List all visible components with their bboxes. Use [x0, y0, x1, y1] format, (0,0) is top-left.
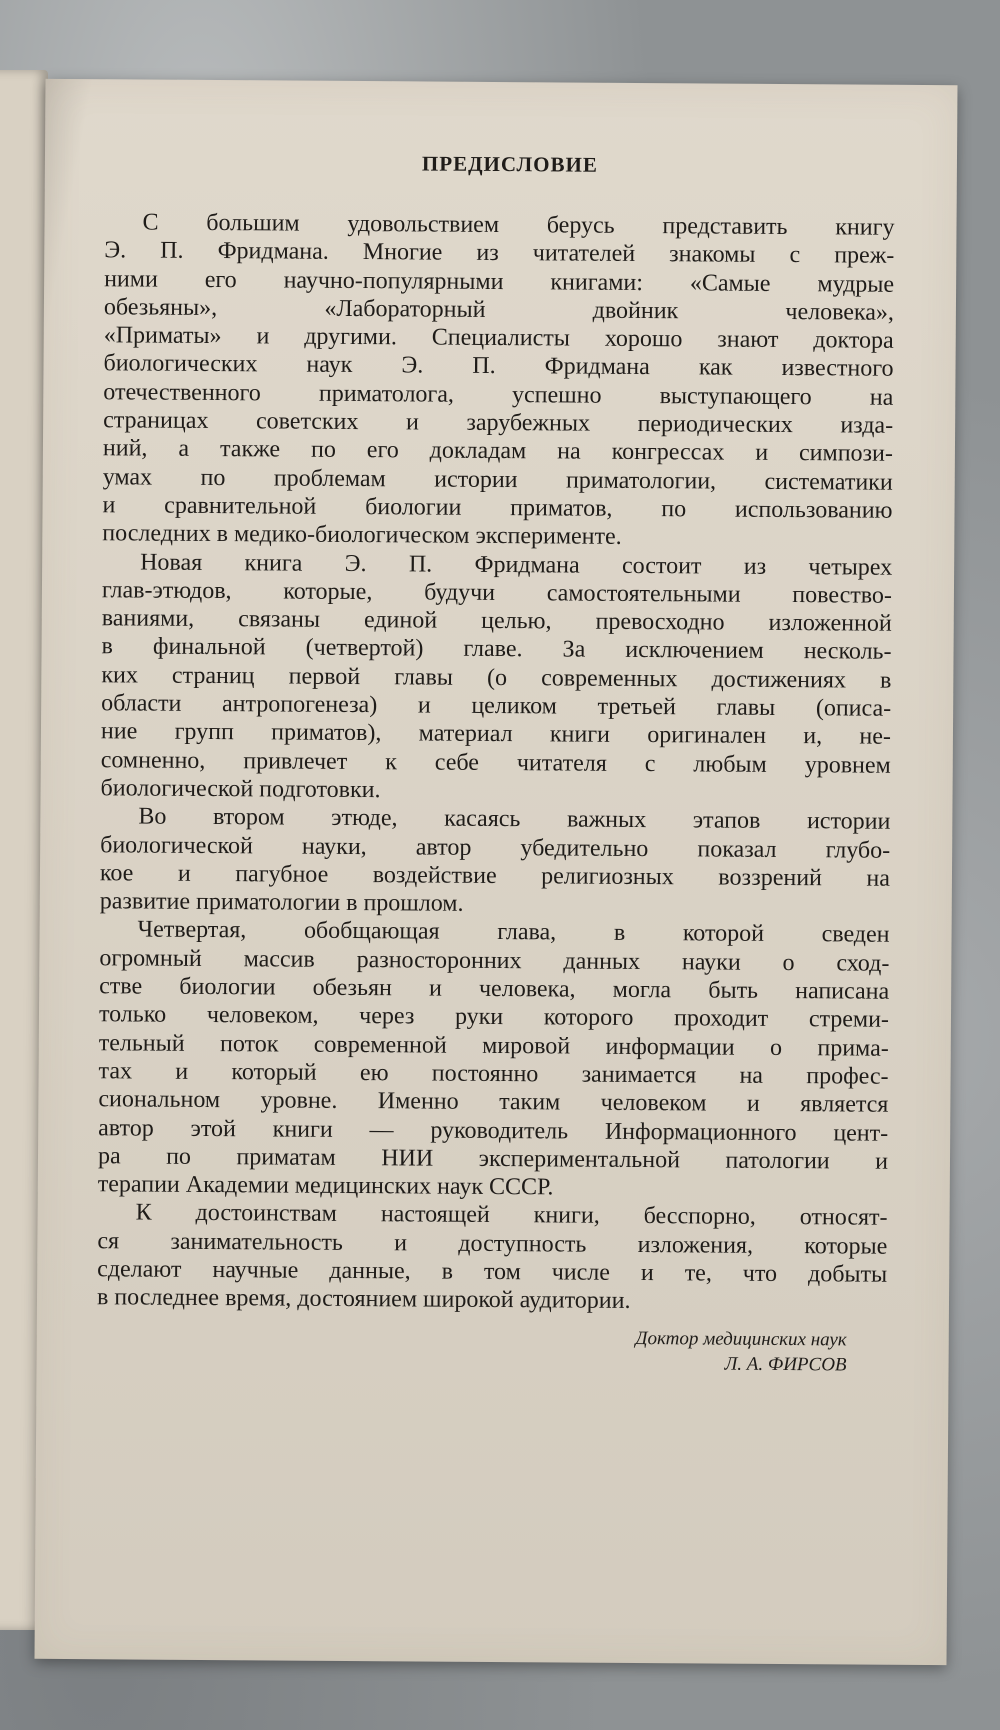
text-line: развитие приматологии в прошлом. [99, 888, 464, 917]
text-line: области антропогенеза) и целиком третьей главы (описа- [101, 690, 892, 722]
signature-position: Доктор медицинских наук [635, 1327, 847, 1351]
text-line: Новая книга Э. П. Фридмана состоит из четырех [140, 549, 893, 581]
paragraph [102, 208, 894, 553]
text-line: сомненно, привлечет к себе читателя с любым уровнем [100, 746, 891, 779]
text-line: огромный массив разносторонних данных науки о сход- [99, 944, 890, 977]
text-line: С большим удовольствием берусь представить книгу [142, 209, 895, 241]
text-line: К достоинствам настоящей книги, бесспорно, относят- [135, 1199, 888, 1232]
text-line: Во втором этюде, касаясь важных этапов истории [138, 803, 891, 835]
text-line: только человеком, через руки которого проходит стреми- [98, 1001, 890, 1034]
left-page-mark [0, 454, 2, 481]
text-line: сиональном уровне. Именно таким человеком и является [98, 1086, 889, 1118]
text-line: сделают научные данные, в том числе и те, что добыты [97, 1256, 888, 1288]
text-line: автор этой книги — руководитель Информационного цент- [98, 1114, 889, 1147]
text-line: терапии Академии медицинских наук СССР. [97, 1171, 554, 1201]
text-line: биологической науки, автор убедительно показал глубо- [100, 831, 891, 864]
text-line: биологической подготовки. [100, 775, 381, 804]
text-line: ра по приматам НИИ экспериментальной патологии и [97, 1143, 889, 1175]
text-line: ние групп приматов), материал книги оригинален и, не- [100, 718, 892, 751]
left-page-mark [0, 508, 2, 535]
text-line: тах и который ею постоянно занимается на профес- [98, 1058, 889, 1090]
paragraph [100, 548, 892, 808]
text-line: умах по проблемам истории приматологии, систематики [102, 463, 893, 496]
text-line: в финальной (четвертой) главе. За исключением несколь- [101, 633, 892, 666]
text-line: «Приматы» и другими. Специалисты хорошо знают доктора [103, 322, 894, 354]
text-line: биологических наук Э. П. Фридмана как известного [103, 350, 894, 383]
text-line: страницах советских и зарубежных периодических изда- [103, 407, 894, 439]
text-line: Четвертая, обобщающая глава, в которой сведен [137, 916, 890, 949]
page-content [97, 149, 896, 1377]
left-page-mark [0, 427, 2, 454]
text-line: в последнее время, достоянием широкой аудитории. [96, 1284, 631, 1315]
signature-name: Л. А. ФИРСОВ [724, 1353, 847, 1376]
paragraph [98, 916, 890, 1204]
text-line: отечественного приматолога, успешно выступающего на [103, 379, 894, 411]
paragraphs-container [97, 208, 895, 1317]
text-line: ся занимательность и доступность изложения, которые [97, 1227, 888, 1260]
book-page [34, 79, 957, 1665]
left-page-mark [0, 481, 2, 508]
text-line: и сравнительной биологии приматов, по использованию [102, 492, 893, 524]
paragraph [100, 802, 891, 921]
left-page-text-fragments [0, 400, 2, 535]
signature-block [97, 1322, 887, 1378]
text-line: ваниями, связаны единой целью, превосходно изложенной [101, 605, 892, 637]
text-line: стве биологии обезьян и человека, могла быть написана [99, 973, 890, 1005]
text-line: последних в медико-биологическом эксперименте. [102, 520, 622, 551]
text-line: ких страниц первой главы (о современных достижениях в [101, 661, 892, 694]
text-line: кое и пагубное воздействие религиозных воззрений на [99, 860, 891, 892]
text-line: ними его научно-популярными книгами: «Самые мудрые [104, 265, 895, 298]
text-line: ний, а также по его докладам на конгрессах и симпози- [102, 435, 894, 468]
text-line: тельный поток современной мировой информации о прима- [98, 1029, 889, 1062]
page-title: ПРЕДИСЛОВИЕ [421, 151, 598, 177]
text-line: Э. П. Фридмана. Многие из читателей знакомы с преж- [104, 237, 895, 270]
text-line: глав-этюдов, которые, будучи самостоятельными повество- [101, 577, 893, 609]
left-page-mark [0, 400, 2, 427]
paragraph [97, 1199, 888, 1318]
text-line: обезьяны», «Лабораторный двойник человека», [103, 294, 895, 326]
